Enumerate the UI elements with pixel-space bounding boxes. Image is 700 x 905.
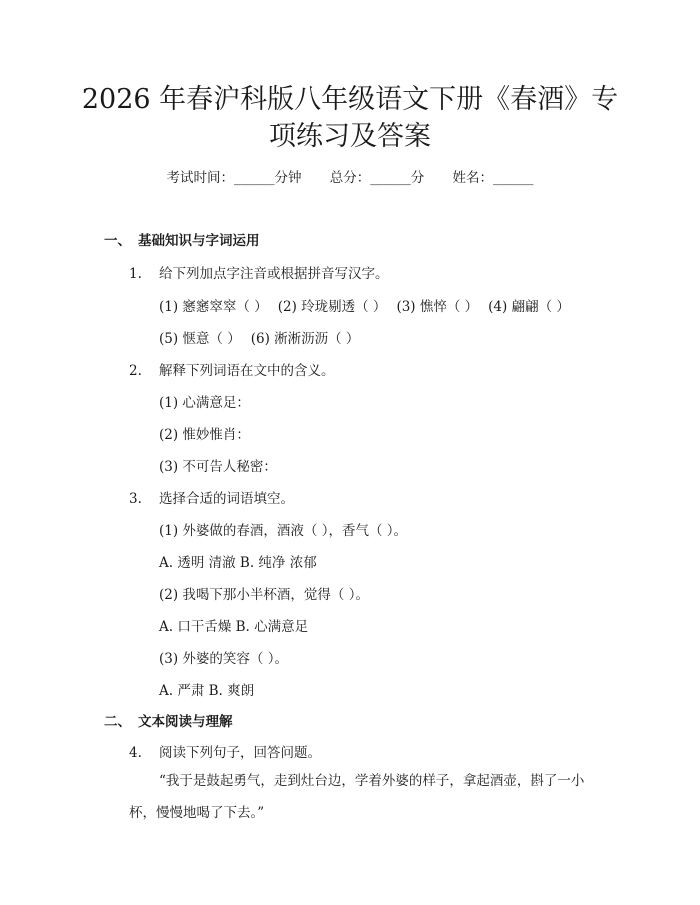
list-item: (2) 惟妙惟肖： xyxy=(159,427,250,443)
section-heading-2 xyxy=(104,712,233,732)
question-text: 解释下列词语在文中的含义。 xyxy=(159,363,335,379)
section-number: 二、 xyxy=(104,714,131,730)
question-text: 给下列加点字注音或根据拼音写汉字。 xyxy=(159,266,389,282)
question-2 xyxy=(129,361,335,381)
document-title-line1: 2026 年春沪科版八年级语文下册《春酒》专 xyxy=(81,84,619,115)
question-1-items-row1 xyxy=(159,297,570,317)
question-number: 4. xyxy=(129,745,142,761)
question-number: 2. xyxy=(129,363,142,379)
list-item: (3) 外婆的笑容（ ）。 xyxy=(159,651,288,667)
list-item: (3) 不可告人秘密： xyxy=(159,459,277,475)
question-4 xyxy=(129,743,321,763)
question-text: 阅读下列句子，回答问题。 xyxy=(159,745,321,761)
list-item: (1) 心满意足： xyxy=(159,395,250,411)
answer-options: A. 透明 清澈 B. 纯净 浓郁 xyxy=(159,555,317,571)
exam-time: 考试时间：______分钟 xyxy=(166,170,302,186)
section-title: 文本阅读与理解 xyxy=(138,714,233,730)
question-number: 3. xyxy=(129,491,142,507)
list-item: (3) 憔悴（ ） xyxy=(396,299,479,315)
list-item: (6) 淅淅沥沥（ ） xyxy=(250,331,360,347)
list-item: (5) 惬意（ ） xyxy=(159,331,241,347)
answer-options: A. 口干舌燥 B. 心满意足 xyxy=(159,619,309,635)
exam-name: 姓名：______ xyxy=(452,170,534,186)
list-item: (4) 翩翩（ ） xyxy=(488,299,570,315)
exam-score: 总分：______分 xyxy=(329,170,425,186)
section-title: 基础知识与字词运用 xyxy=(138,233,260,249)
list-item: (2) 玲珑剔透（ ） xyxy=(277,299,387,315)
answer-options: A. 严肃 B. 爽朗 xyxy=(159,683,255,699)
list-item: (1) 外婆做的春酒，酒液（ ），香气（ ）。 xyxy=(159,523,407,539)
section-number: 一、 xyxy=(104,233,131,249)
question-1-items-row2 xyxy=(159,329,359,349)
exam-info xyxy=(0,168,700,188)
question-1 xyxy=(129,264,389,284)
section-heading-1 xyxy=(104,231,260,251)
question-number: 1. xyxy=(129,266,142,282)
list-item: (1) 窸窸窣窣（ ） xyxy=(159,299,268,315)
question-text: 选择合适的词语填空。 xyxy=(159,491,294,507)
document-title-line2: 项练习及答案 xyxy=(269,121,431,152)
question-3 xyxy=(129,489,294,509)
list-item: (2) 我喝下那小半杯酒，觉得（ ）。 xyxy=(159,587,369,603)
reading-passage: “我于是鼓起勇气，走到灶台边，学着外婆的样子，拿起酒壶，斟了一小杯，慢慢地喝了下去。” xyxy=(129,773,585,821)
